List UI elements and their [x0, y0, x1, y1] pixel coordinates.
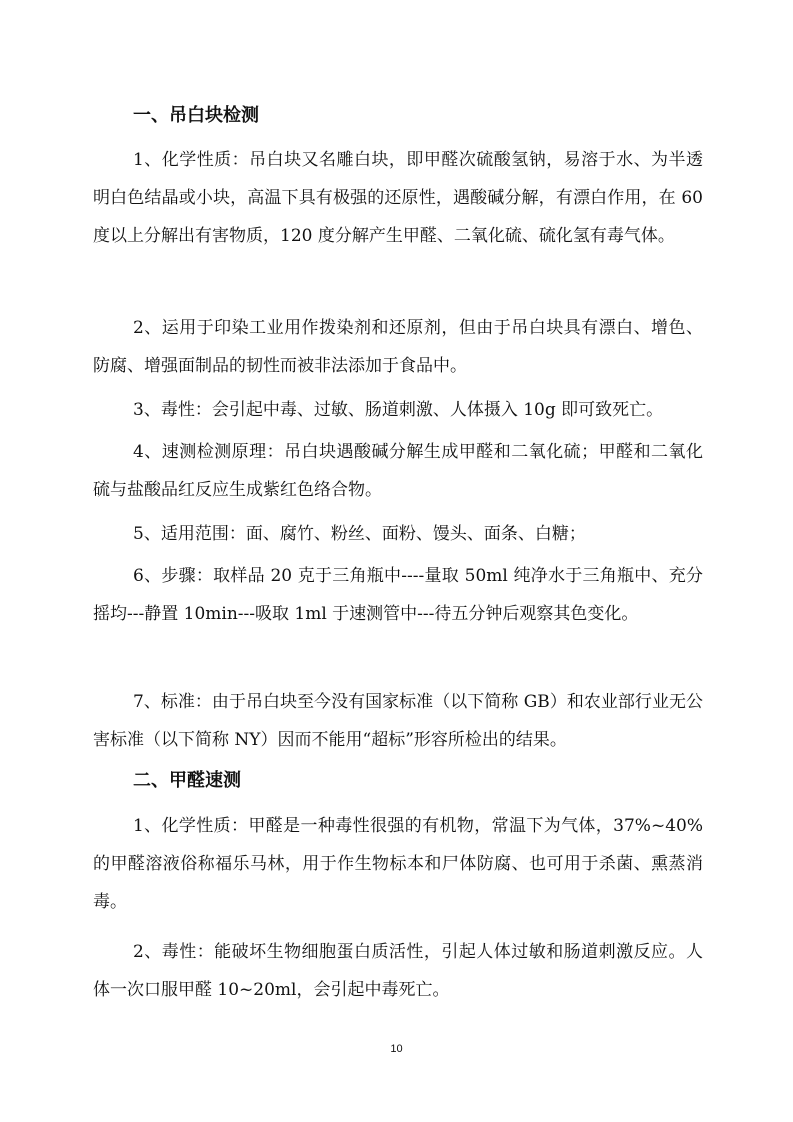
paragraph-standard: 7、标准：由于吊白块至今没有国家标准（以下简称 GB）和农业部行业无公害标准（以下简称 NY）因而不能用“超标”形容所检出的结果。: [93, 692, 703, 750]
paragraph-steps: 6、步骤：取样品 20 克于三角瓶中----量取 50ml 纯净水于三角瓶中、充分摇均---静置 10min---吸取 1ml 于速测管中---待五分钟后观察其色变化。: [93, 566, 703, 624]
paragraph-formaldehyde-properties: 1、化学性质：甲醛是一种毒性很强的有机物，常温下为气体，37%~40%的甲醛溶液俗称福乐马林，用于作生物标本和尸体防腐、也可用于杀菌、熏蒸消毒。: [93, 816, 703, 912]
section-heading-formaldehyde: 二、甲醛速测: [133, 770, 241, 791]
paragraph-usage: 2、运用于印染工业用作拨染剂和还原剂，但由于吊白块具有漂白、增色、防腐、增强面制品的韧性而被非法添加于食品中。: [93, 318, 703, 376]
section-heading-diaobaikuai: 一、吊白块检测: [133, 105, 259, 126]
paragraph-scope: 5、适用范围：面、腐竹、粉丝、面粉、馒头、面条、白糖；: [133, 524, 586, 544]
paragraph-toxicity: 3、毒性：会引起中毒、过敏、肠道刺激、人体摄入 10g 即可致死亡。: [133, 400, 664, 420]
paragraph-chemical-properties: 1、化学性质：吊白块又名雕白块，即甲醛次硫酸氢钠，易溶于水、为半透明白色结晶或小块，高温下具有极强的还原性，遇酸碱分解，有漂白作用，在 60 度以上分解出有害物质，120 度分解产生甲醛、二氧化硫、硫化氢有毒气体。: [93, 150, 703, 246]
page-number: 10: [390, 1043, 403, 1055]
paragraph-formaldehyde-toxicity: 2、毒性：能破坏生物细胞蛋白质活性，引起人体过敏和肠道刺激反应。人体一次口服甲醛 10~20ml，会引起中毒死亡。: [93, 942, 703, 1000]
paragraph-detection-principle: 4、速测检测原理：吊白块遇酸碱分解生成甲醛和二氧化硫；甲醛和二氧化硫与盐酸品红反应生成紫红色络合物。: [93, 442, 703, 500]
